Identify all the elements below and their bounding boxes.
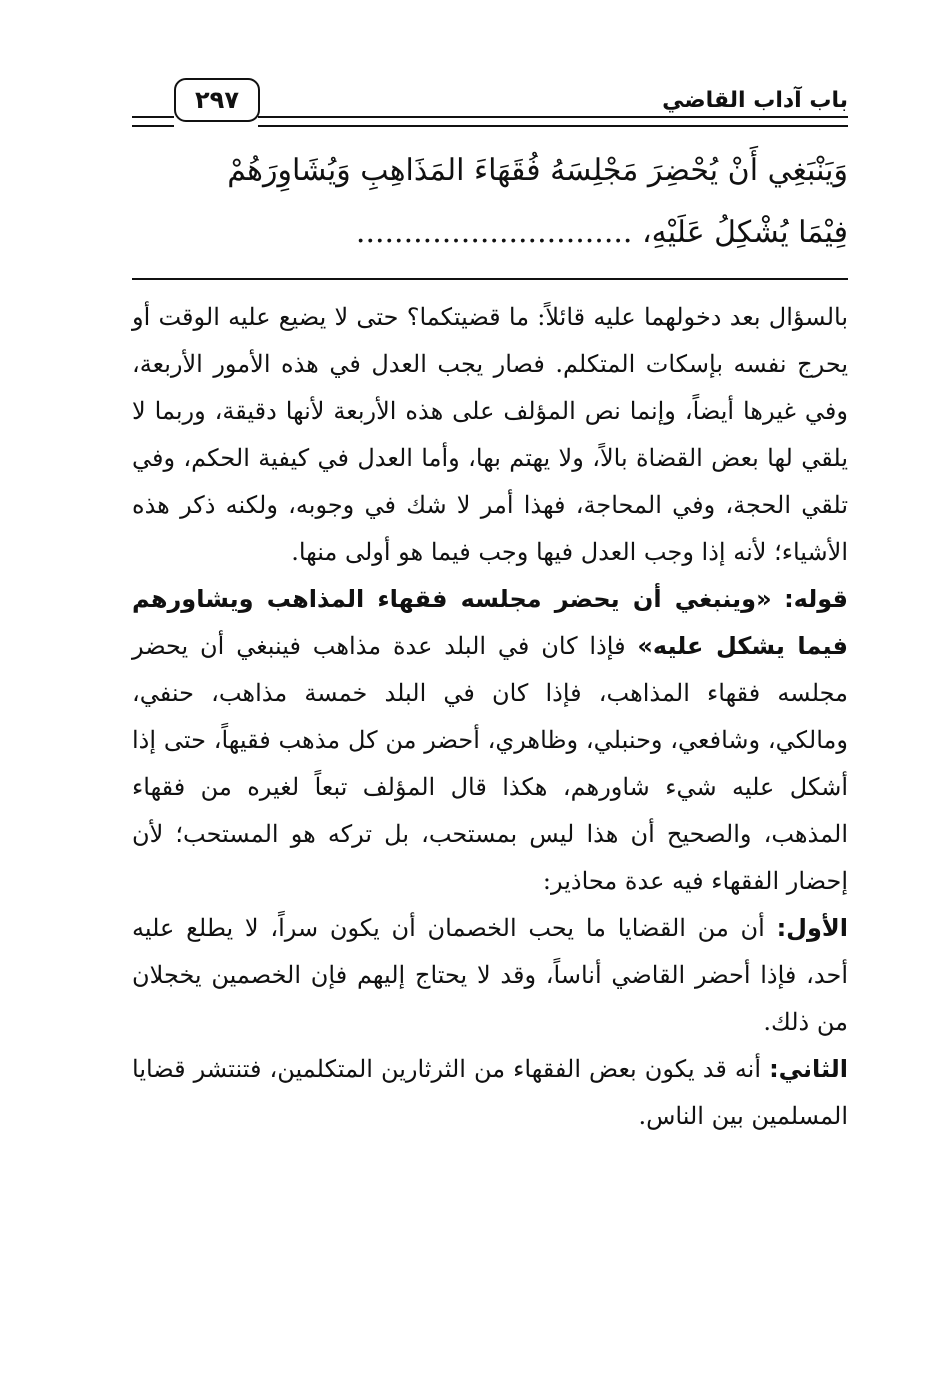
matn-text bbox=[132, 140, 848, 264]
paragraph-1: بالسؤال بعد دخولهما عليه قائلاً: ما قضيتكما؟ حتى لا يضيع عليه الوقت أو يحرج نفسه بإسكات المتكلم. فصار يجب العدل في هذه الأمور الأربعة، وفي غيرها أيضاً، وإنما نص المؤلف على هذه الأربعة لأنها دقيقة، وربما لا يلقي لها بعض القضاة بالاً، ولا يهتم بها، وأما العدل في كيفية الحكم، وفي تلقي الحجة، وفي المحاجة، فهذا أمر لا شك في وجوبه، ولكنه ذكر هذه الأشياء؛ لأنه إذا وجب العدل فيها وجب فيما هو أولى منها. bbox=[132, 303, 849, 566]
matn-line-1: وَيَنْبَغِي أَنْ يُحْضِرَ مَجْلِسَهُ فُقَهَاءَ المَذَاهِبِ وَيُشَاوِرَهُمْ bbox=[227, 153, 848, 188]
commentary-text bbox=[132, 294, 848, 1140]
paragraph-4 bbox=[132, 1046, 848, 1140]
paragraph-2 bbox=[132, 576, 848, 905]
paragraph-4-body: أنه قد يكون بعض الفقهاء من الثرثارين المتكلمين، فتنتشر قضايا المسلمين بين الناس. bbox=[132, 1055, 848, 1130]
header-rule-right bbox=[258, 116, 848, 127]
paragraph-3 bbox=[132, 905, 848, 1046]
header-rule-left bbox=[132, 116, 174, 127]
page-header bbox=[132, 78, 848, 130]
paragraph-2-body: فإذا كان في البلد عدة مذاهب فينبغي أن يحضر مجلسه فقهاء المذاهب، فإذا كان في البلد خمسة مذاهب، حنفي، ومالكي، وشافعي، وحنبلي، وظاهري، أحضر من كل مذهب فقيهاً، حتى إذا أشكل عليه شيء شاورهم، هكذا قال المؤلف تبعاً لغيره من فقهاء المذهب، والصحيح أن هذا ليس بمستحب، بل تركه هو المستحب؛ لأن إحضار الفقهاء فيه عدة محاذير: bbox=[132, 632, 848, 895]
paragraph-2-lead: قوله: bbox=[784, 585, 848, 613]
page-number: ٢٩٧ bbox=[174, 78, 260, 122]
matn-divider bbox=[132, 278, 848, 280]
paragraph-2-quote: «وينبغي أن يحضر مجلسه فقهاء المذاهب ويشاورهم فيما يشكل عليه» bbox=[132, 585, 849, 660]
chapter-title: باب آداب القاضي bbox=[662, 88, 848, 113]
matn-line-2: فِيْمَا يُشْكِلُ عَلَيْهِ، ............................. bbox=[355, 215, 848, 250]
paragraph-3-body: أن من القضايا ما يحب الخصمان أن يكون سراً، لا يطلع عليه أحد، فإذا أحضر القاضي أناساً، وقد لا يحتاج إليهم فإن الخصمين يخجلان من ذلك. bbox=[132, 914, 848, 1036]
paragraph-3-lead: الأول: bbox=[776, 914, 848, 942]
paragraph-4-lead: الثاني: bbox=[769, 1055, 848, 1083]
